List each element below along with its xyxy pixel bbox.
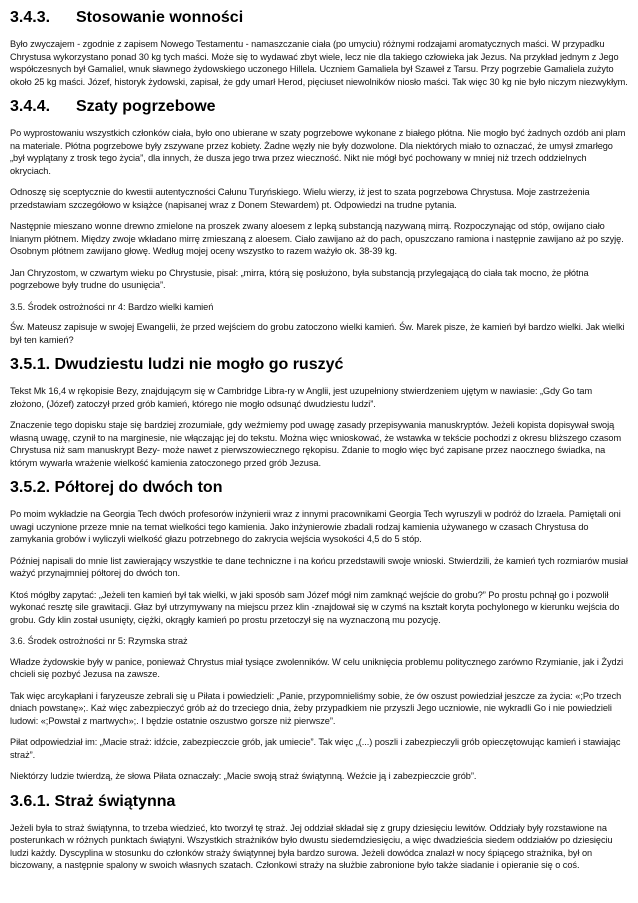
paragraph: Św. Mateusz zapisuje w swojej Ewangelii, że przed wejściem do grobu zatoczono wielki kamień. Św. Marek pisze, że kamień był bardzo wielki. Jak wielki był ten kamień? [10,322,625,345]
paragraph: Następnie mieszano wonne drewno zmielone na proszek zwany aloesem z lepką substancją nazywaną mirrą. Rozpoczynając od stóp, owijano ciało lnianym płótnem. Między zwoje wkładano mirrę zmieszaną z aloesem. Ciało zawijano aż do pach, opuszczano ramiona i następnie zawijano aż po szyję. Osobnym płótnem zawijano głowę. Według mojej oceny wszystko to razem ważyło ok. 38-39 kg. [10,221,624,256]
section-heading [10,355,628,375]
paragraph: Po wyprostowaniu wszystkich członków ciała, było ono ubierane w szaty pogrzebowe wykonane z białego płótna. Nie mogło być żadnych ozdób ani plam na materiale. Płótna pogrzebowe były zszywane przez kobiety. Żadne węzły nie były dozwolone. Dla niektórych miało to oznaczać, że umysł zmarłego „był wyplątany z trosk tego życia”, dla innych, że dusza jego trwa przez wieczność. Nikt nie mógł być pochowany w mniej niż trzech oddzielnych okryciach. [10,128,626,176]
heading-title: Stosowanie wonności [76,9,244,26]
paragraph: Tak więc arcykapłani i faryzeusze zebrali się u Piłata i powiedzieli: „Panie, przypomnieliśmy sobie, że ów oszust powiedział jeszcze za życia: «;Po trzech dniach powstanę»;. Każ więc zabezpieczyć grób aż do trzeciego dnia, żeby przypadkiem nie przyszli Jego uczniowie, nie wykradli Go i nie powiedzieli ludowi: «;Powstał z martwych»;. I będzie ostatnie oszustwo gorsze niż pierwsze”. [10,690,622,726]
heading-number: 3.5.2. [10,479,51,496]
paragraph: Jeżeli była to straż świątynna, to trzeba wiedzieć, kto tworzył tę straż. Jej oddział składał się z grupy dziesięciu lewitów. Oddziały były rozstawione na posterunkach w różnych punktach świątyni. Wszystkich strażników było dwustu siedemdziesięciu, a więc dwadzieścia siedem oddziałów po dziesięciu ludzi każdy. Dyscyplina w stosunku do członków straży świątynnej była bardzo surowa. Jeżeli dowódca znalazł w nocy śpiącego strażnika, był on biczowany, a następnie spalony w swoich własnych szatach. Członkowi straży na służbie zabronione było także siadanie i opieranie się o coś. [10,822,613,870]
section-heading [10,478,628,498]
paragraph: Piłat odpowiedział im: „Macie straż: idźcie, zabezpieczcie grób, jak umiecie”. Tak więc „(...) poszli i zabezpieczyli grób opieczętowując kamień i stawiając straż”. [10,737,621,760]
paragraph: Tekst Mk 16,4 w rękopisie Bezy, znajdującym się w Cambridge Libra-ry w Anglii, jest uzupełniony stwierdzeniem ujętym w nawiasie: „Gdy Go tam złożono, (Józef) zatoczył przed grób kamień, którego nie mogło odsunąć dwudziestu ludzi”. [10,386,593,409]
heading-title: Półtorej do dwóch ton [54,479,223,496]
heading-title: Straż świątynna [54,792,176,810]
subsection-line: 3.6. Środek ostrożności nr 5: Rzymska straż [10,636,188,646]
paragraph: Później napisali do mnie list zawierający wszystkie te dane techniczne i na końcu przedstawili swoje wnioski. Stwierdzili, że kamień tych rozmiarów musiał ważyć przynajmniej półtorej do dwóch ton. [10,555,628,578]
paragraph: Ktoś mógłby zapytać: „Jeżeli ten kamień był tak wielki, w jaki sposób sam Józef mógł nim zamknąć wejście do grobu?” Po prostu pchnął go i pozwolił wykonać resztę sile grawitacji. Głaz był utrzymywany na miejscu przez klin -znajdował się w czymś na kształt koryta pochylonego w kierunku wejścia do grobu. Gdy klin został usunięty, ciężki, okrągły kamień po prostu przetoczył się na wyznaczoną mu pozycję. [10,589,620,625]
paragraph: Znaczenie tego dopisku staje się bardziej zrozumiałe, gdy weźmiemy pod uwagę zasady przepisywania manuskryptów. Jeżeli kopista dopisywał swoją własną uwagę, czynił to na marginesie, nie włączając jej do tekstu. Można więc wnioskować, że wstawka w tekście pochodzi z okresu bliższego czasom Chrystusa niż sam manuskrypt Bezy- może nawet z pierwszowiecznego rękopisu. Zdanie to mogło więc być zapisane przez naocznego świadka, na którym wywarła wrażenie wielkość kamienia zatoczonego przed grób Jezusa. [10,420,622,468]
paragraph: Niektórzy ludzie twierdzą, że słowa Piłata oznaczały: „Macie swoją straż świątynną. Weźcie ją i zabezpieczcie grób”. [10,771,477,781]
paragraph: Po moim wykładzie na Georgia Tech dwóch profesorów inżynierii wraz z innymi pracownikami Georgia Tech wyruszyli w podróż do Izraela. Pamiętali oni uwagi uczynione przeze mnie na temat wielkości tego kamienia. Jako inżynierowie zbadali rodzaj kamienia używanego w czasach Chrystusa do zamykania grobów i wyliczyli wielkość głazu potrzebnego do zakrycia wejścia wysokości 4,5 do 5 stóp. [10,509,621,544]
subsection-line: 3.5. Środek ostrożności nr 4: Bardzo wielki kamień [10,301,214,312]
heading-number: 3.5.1. [10,356,51,373]
heading-number: 3.4.3. [10,9,51,26]
paragraph: Władze żydowskie były w panice, ponieważ Chrystus miał tysiące zwolenników. W celu uniknięcia problemu politycznego zarówno Rzymianie, jak i Żydzi chcieli się pozbyć Jezusa na zawsze. [10,656,624,679]
paragraph: Jan Chryzostom, w czwartym wieku po Chrystusie, pisał: „mirra, którą się posłużono, była substancją przylegającą do ciała tak mocno, że płótna pogrzebowe były trudne do usunięcia”. [10,267,589,290]
section-heading [10,8,628,28]
section-heading [10,792,628,812]
heading-number: 3.4.4. [10,98,51,115]
section-heading [10,97,628,117]
heading-number: 3.6.1. [10,792,51,810]
paragraph: Było zwyczajem - zgodnie z zapisem Nowego Testamentu - namaszczanie ciała (po umyciu) różnymi rodzajami aromatycznych maści. W przypadku Chrystusa wykorzystano ponad 30 kg tych maści. Może się to wydawać zbyt wiele, lecz nie dla takiego człowieka jak Jezus. Na przykład jednym z Jego współczesnych był Gamaliel, wnuk sławnego żydowskiego uczonego Hillela. Uczniem Gamaliela był Szaweł z Tarsu. Przy pogrzebie Gamaliela zużyto około 25 kg maści. Józef, historyk żydowski, zapisał, że gdy umarł Herod, pięciuset niewolników niosło maści. Tak więc 30 kg nie było niczym niezwykłym. [10,39,628,87]
heading-title: Dwudziestu ludzi nie mogło go ruszyć [54,356,344,373]
paragraph: Odnoszę się sceptycznie do kwestii autentyczności Całunu Turyńskiego. Wielu wierzy, iż jest to szata pogrzebowa Chrystusa. Moje zastrzeżenia przedstawiam szczegółowo w książce (napisanej wraz z Donem Stewardem) pt. Odpowiedzi na trudne pytania. [10,187,590,210]
heading-title: Szaty pogrzebowe [76,98,216,115]
